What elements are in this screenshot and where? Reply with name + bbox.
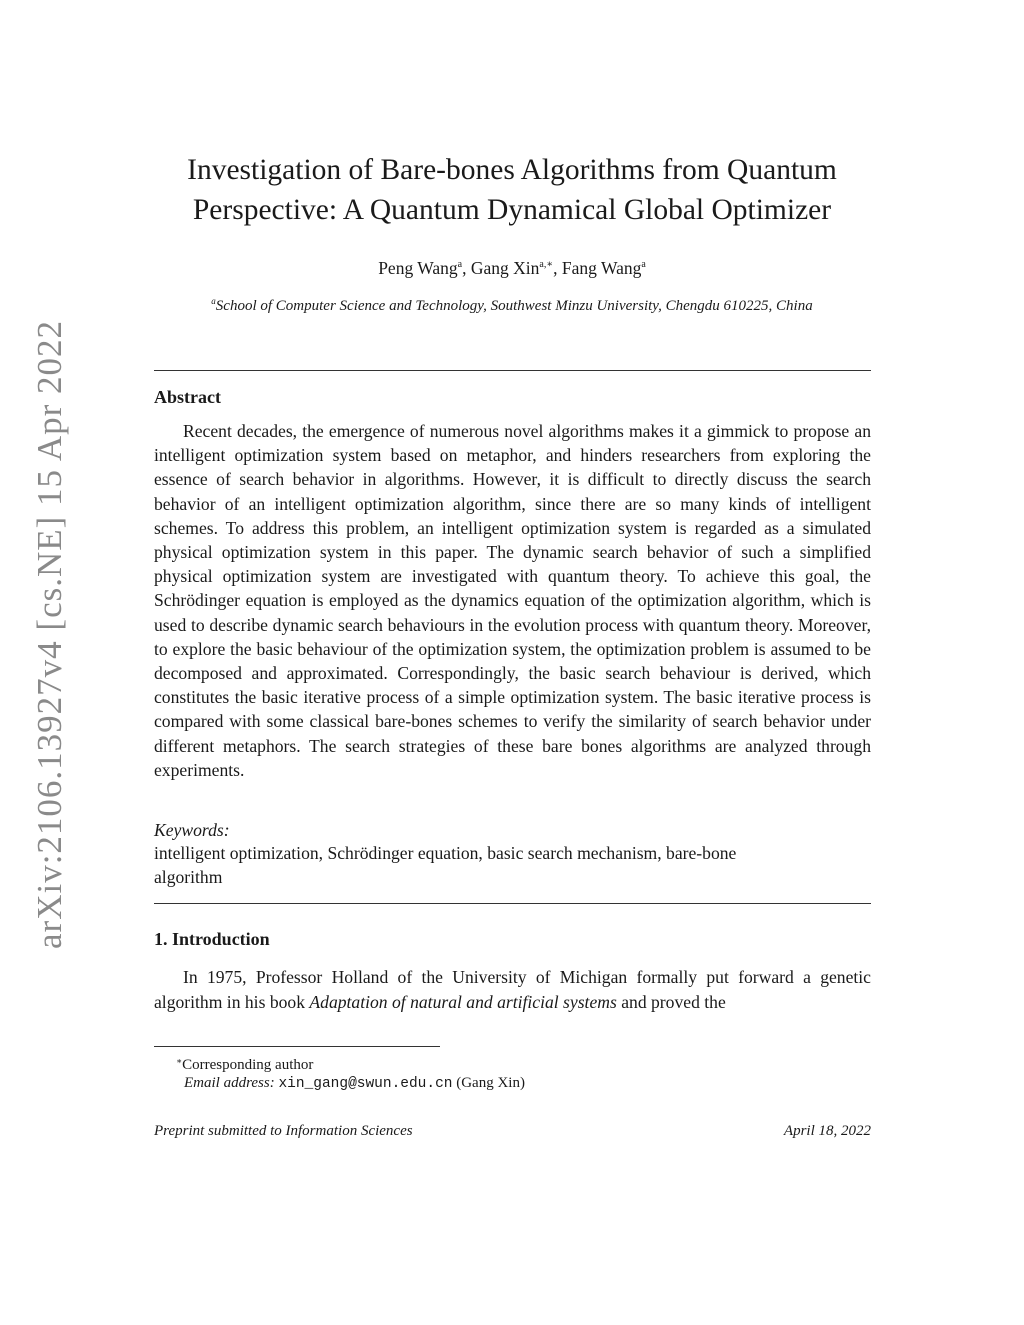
footer-date: April 18, 2022 [783,1123,871,1139]
author-affiliation-mark: a,∗ [539,259,554,270]
author-name: Fang Wang [561,258,642,278]
abstract-heading: Abstract [154,387,221,407]
author-separator: , [553,258,562,278]
intro-text-after: and proved the [616,992,726,1012]
footnote-mark: ∗ [176,1056,183,1066]
title-line-2: Perspective: A Quantum Dynamical Global Optimizer [192,194,832,226]
intro-book-title: Adaptation of natural and artificial systems [309,992,617,1012]
section-heading-introduction: 1. Introduction [154,929,270,949]
affiliation-mark: a [211,296,216,306]
keywords-line-2: algorithm [154,867,223,887]
abstract-bottom-rule [154,903,871,904]
intro-text-before: In 1975, Professor Holland of the University of Michigan formally put forward a genetic algorithm in his book [154,967,871,1012]
title-line-1: Investigation of Bare-bones Algorithms from Quantum [187,154,837,186]
email-address[interactable]: xin_gang@swun.edu.cn [278,1076,453,1092]
footnote-email [184,1073,525,1094]
paper-title [140,150,884,230]
introduction-text [154,965,871,1015]
affiliation [140,291,884,316]
email-owner: (Gang Xin) [456,1075,525,1091]
arxiv-identifier: arXiv:2106.13927v4 [cs.NE] 15 Apr 2022 [30,319,69,949]
keywords-text [154,841,834,889]
footnote-rule [154,1046,440,1047]
author-name: Peng Wang [378,258,458,278]
author-affiliation-mark: a [641,259,646,270]
keywords-label: Keywords: [154,820,230,840]
author-name: Gang Xin [470,258,540,278]
author-separator: , [462,258,471,278]
author-list [140,254,884,279]
author-affiliation-mark: a [457,259,463,270]
footnote-corresponding-text: Corresponding author [182,1057,314,1073]
keywords-line-1: intelligent optimization, Schrödinger equation, basic search mechanism, bare-bone [154,843,737,863]
email-label: Email address: [184,1075,275,1091]
affiliation-text: School of Computer Science and Technology, Southwest Minzu University, Chengdu 610225, China [215,298,813,314]
footer-preprint-note: Preprint submitted to Information Sciences [154,1123,413,1139]
footnote-corresponding [176,1051,313,1075]
abstract-top-rule [154,370,871,371]
abstract-text: Recent decades, the emergence of numerous novel algorithms makes it a gimmick to propose an intelligent optimization system based on metaphor, and hinders researchers from exploring the essence of search behavior in algorithms. However, it is difficult to directly discuss the search behavior of an intelligent optimization algorithm, since there are so many kinds of intelligent schemes. To address this problem, an intelligent optimization system is regarded as a simulated physical optimization system in this paper. The dynamic search behavior of such a simplified physical optimization system are investigated with quantum theory. To achieve this goal, the Schrödinger equation is employed as the dynamics equation of the optimization algorithm, which is used to describe dynamic search behaviours in the evolution process with quantum theory. Moreover, to explore the basic behaviour of the optimization system, the optimization problem is assumed to be decomposed and approximated. Correspondingly, the basic search behaviour is derived, which constitutes the basic iterative process of a simple optimization system. The basic iterative process is compared with some classical bare-bones schemes to verify the similarity of search behavior under different metaphors. The search strategies of these bare bones algorithms are analyzed through experiments. [154,421,871,780]
